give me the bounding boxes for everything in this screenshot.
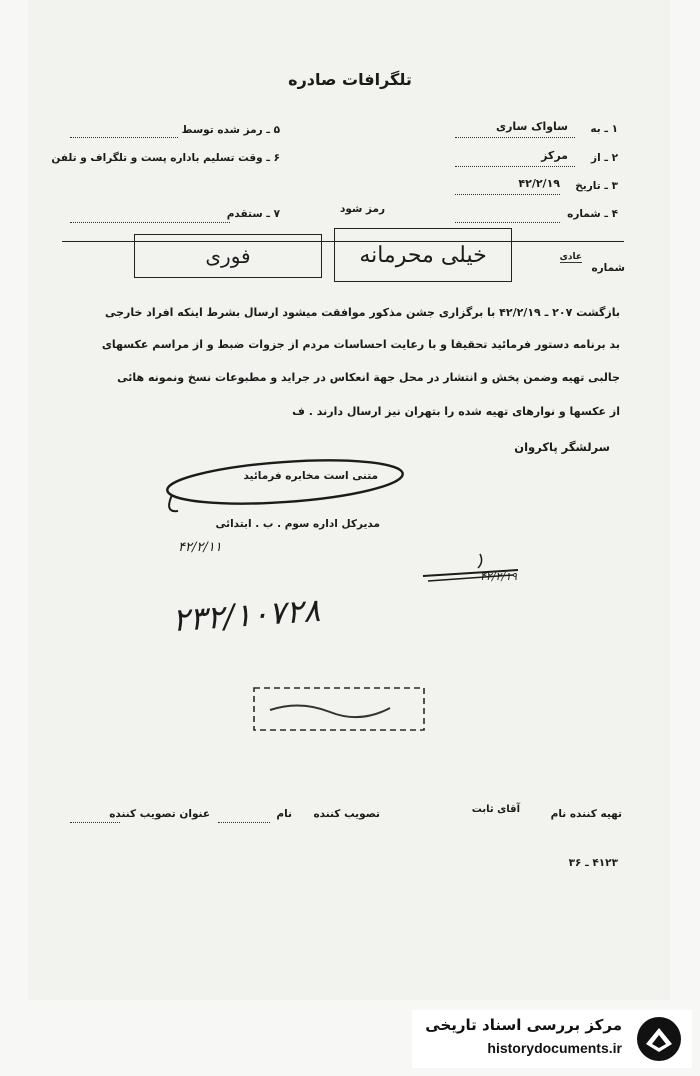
field-from-value: مرکز (541, 149, 568, 162)
faded-stamp (250, 684, 430, 734)
field-from-label: ۲ ـ از (591, 152, 618, 164)
stamp-mark: ۴۲/۲/۱۹ (480, 570, 517, 583)
circled-note-ring (160, 455, 410, 513)
classification-box: خیلی محرمانه (334, 228, 512, 282)
watermark-url[interactable]: historydocuments.ir (487, 1040, 622, 1056)
footer-name-line (218, 822, 270, 823)
field-from-line (455, 166, 575, 167)
field-encrypted-label: ۵ ـ رمز شده توسط (181, 124, 280, 136)
number-label: شماره (591, 262, 625, 274)
body-line-2: بد برنامه دستور فرمائید تحقیقا و با رعایت احساسات مردم از جزوات ضبط و از مراسم عکسهای (101, 338, 620, 351)
cipher-label: رمز شود (339, 203, 385, 215)
copy-note: مدیرکل اداره سوم . ب . ابتدائی (215, 518, 380, 530)
received-mark (418, 548, 528, 590)
field-encrypted-line (70, 137, 178, 138)
field-date-label: ۳ ـ تاریخ (575, 180, 618, 192)
field-number-line (455, 222, 560, 223)
copy-date: ۴۲/۲/۱۱ (178, 540, 222, 555)
footer-preparer-label: تهیه کننده نام (550, 808, 622, 820)
field-to-line (455, 137, 575, 138)
body-line-4: از عکسها و نوارهای تهیه شده را بتهران نیز ارسال دارند . ف (292, 405, 620, 418)
field-to-value: ساواک ساری (495, 120, 568, 133)
circled-note: متنی است مخابره فرمائید (243, 470, 378, 482)
field-date-value: ۴۲/۲/۱۹ (518, 177, 560, 190)
archive-book-icon (634, 1014, 684, 1064)
body-line-3: جالبی تهیه وضمن پخش و انتشار در محل جهة انعکاس در جراید و مطبوعات نسخ ونمونه هائی (117, 371, 620, 384)
field-priority-line (70, 222, 230, 223)
footer-approver-title-label: عنوان تصویب کننده (109, 808, 210, 820)
field-priority-label: ۷ ـ ستقدم (226, 208, 280, 220)
footer-approver-label: تصویب کننده (313, 808, 380, 820)
watermark-logo (412, 1010, 692, 1068)
footer-name-label: نام (276, 808, 292, 820)
field-to-label: ۱ ـ به (590, 123, 618, 135)
field-delivery-label: ۶ ـ وقت تسلیم باداره پست و تلگراف و تلفن (51, 152, 280, 164)
body-line-1: بازگشت ۲۰۷ ـ ۴۲/۲/۱۹ با برگزاری جشن مذکور موافقت میشود ارسال بشرط اینکه افراد خارجی (104, 306, 620, 319)
urgency-box: فوری (134, 234, 322, 278)
field-date-line (455, 194, 560, 195)
footer-preparer-value: آقای ثابت (471, 804, 520, 815)
side-stamp: عادی (559, 252, 582, 262)
handwritten-number: ۲۳۲/۱۰۷۲۸ (170, 590, 322, 640)
doc-code: ۴۱۲۳ ـ ۳۶ (568, 857, 618, 869)
watermark-title: مرکز بررسی اسناد تاریخی (425, 1016, 622, 1034)
footer-title-line (70, 822, 120, 823)
signature: سرلشگر پاکروان (514, 440, 610, 454)
field-number-label: ۴ ـ شماره (567, 208, 618, 220)
document-title: تلگرافات صادره (288, 70, 412, 89)
